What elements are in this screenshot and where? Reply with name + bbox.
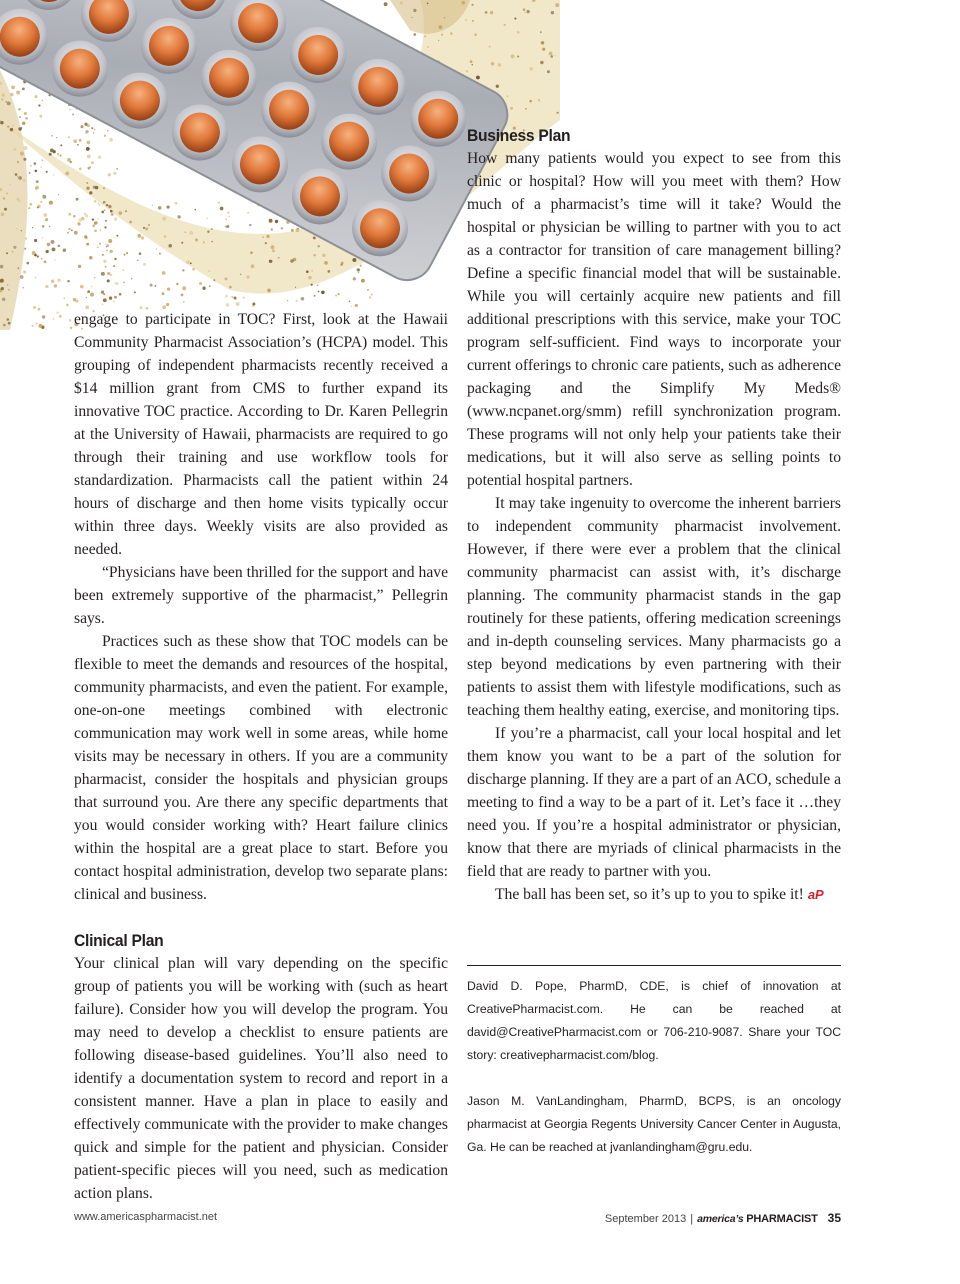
bio-divider (467, 965, 841, 966)
left-column (74, 308, 448, 1205)
clinical-plan-heading: Clinical Plan (74, 931, 164, 950)
page-footer (74, 1208, 841, 1228)
page-number: 35 (827, 1211, 841, 1225)
magazine-name: PHARMACIST (746, 1213, 818, 1225)
body-paragraph: How many patients would you expect to see from this clinic or hospital? How will you meet with them? How much of a pharmacist’s time will it take? Would the hospital or physician be willing to partner with you to act as a contractor for transition of care management billing? Define a specific financial model that will be sustainable. While you will certainly acquire new patients and fill additional prescriptions with this service, make your TOC program self-sufficient. Find ways to incorporate your current offerings to chronic care patients, such as adherence packaging and the Simplify My Meds® (www.ncpanet.org/smm) refill synchronization program. These programs will not only help your patients take their medications, but it will also serve as selling points to potential hospital partners. (467, 150, 841, 489)
end-mark-logo: aP (807, 887, 824, 902)
author-bio: Jason M. VanLandingham, PharmD, BCPS, is an oncology pharmacist at Georgia Regents University Cancer Center in Augusta, Ga. He can be reached at jvanlandingham@gru.edu. (467, 1094, 841, 1154)
author-bio: David D. Pope, PharmD, CDE, is chief of innovation at CreativePharmacist.com. He can be reached at david@CreativePharmacist.com or 706-210-9087. Share your TOC story: creativepharmacist.com/blog. (467, 979, 841, 1062)
author-bios (467, 975, 841, 1159)
footer-date: September 2013 (604, 1213, 687, 1225)
body-paragraph: Practices such as these show that TOC models can be flexible to meet the demands and resources of the hospital, community pharmacists, and even the patient. For example, one-on-one meetings combined with electronic communication may work well in some areas, while home visits may be necessary in others. If you are a community pharmacist, consider the hospitals and physician groups that surround you. Are there any specific departments that you would consider working with? Heart failure clinics within the hospital are a great place to start. Before you contact hospital administration, develop two separate plans: clinical and business. (74, 633, 448, 903)
body-paragraph: engage to participate in TOC? First, look at the Hawaii Community Pharmacist Association’s (HCPA) model. This grouping of independent pharmacists recently received a $14 million grant from CMS to further expand its innovative TOC practice. According to Dr. Karen Pellegrin at the University of Hawaii, pharmacists are required to go through their training and use workflow tools for standardization. Pharmacists call the patient within 24 hours of discharge and then home visits typically occur within three days. Weekly visits are also provided as needed. (74, 311, 448, 558)
magazine-prefix: america’s (697, 1213, 744, 1225)
closing-line: The ball has been set, so it’s up to you to spike it! (495, 886, 804, 903)
closing-paragraph (467, 883, 841, 906)
business-plan-heading: Business Plan (467, 126, 571, 145)
footer-separator: | (690, 1213, 694, 1225)
magazine-logo (697, 1213, 818, 1225)
body-paragraph: It may take ingenuity to overcome the inherent barriers to independent community pharmacist involvement. However, if there were ever a problem that the clinical community pharmacist can assist with, it’s discharge planning. The community pharmacist stands in the gap routinely for these patients, offering medication screenings and in-depth counseling services. Many pharmacists go a step beyond medications by even partnering with their patients to assist them with lifestyle modifications, such as teaching them healthy eating, exercise, and monitoring tips. (467, 495, 841, 719)
footer-url[interactable]: www.americaspharmacist.net (74, 1211, 218, 1223)
footer-folio (605, 1211, 841, 1225)
body-paragraph: “Physicians have been thrilled for the support and have been extremely supportive of the pharmacist,” Pellegrin says. (74, 564, 448, 627)
body-paragraph: If you’re a pharmacist, call your local hospital and let them know you want to be a part of the solution for discharge planning. If they are a part of an ACO, schedule a meeting to find a way to be a part of it. Let’s face it …they need you. If you’re a hospital administrator or physician, know that there are myriads of clinical pharmacists in the field that are ready to partner with you. (467, 725, 841, 880)
right-column (467, 124, 841, 906)
clinical-plan-paragraph: Your clinical plan will vary depending on the specific group of patients you will be working with (such as heart failure). Consider how you will develop the program. You may need to develop a checklist to ensure patients are following disease-based guidelines. You’ll also need to identify a documentation system to record and report in a consistent manner. Have a plan in place to easily and effectively communicate with the provider to make changes quick and simple for the patient and physician. Consider patient-specific pieces will you need, such as medication action plans. (74, 955, 448, 1202)
